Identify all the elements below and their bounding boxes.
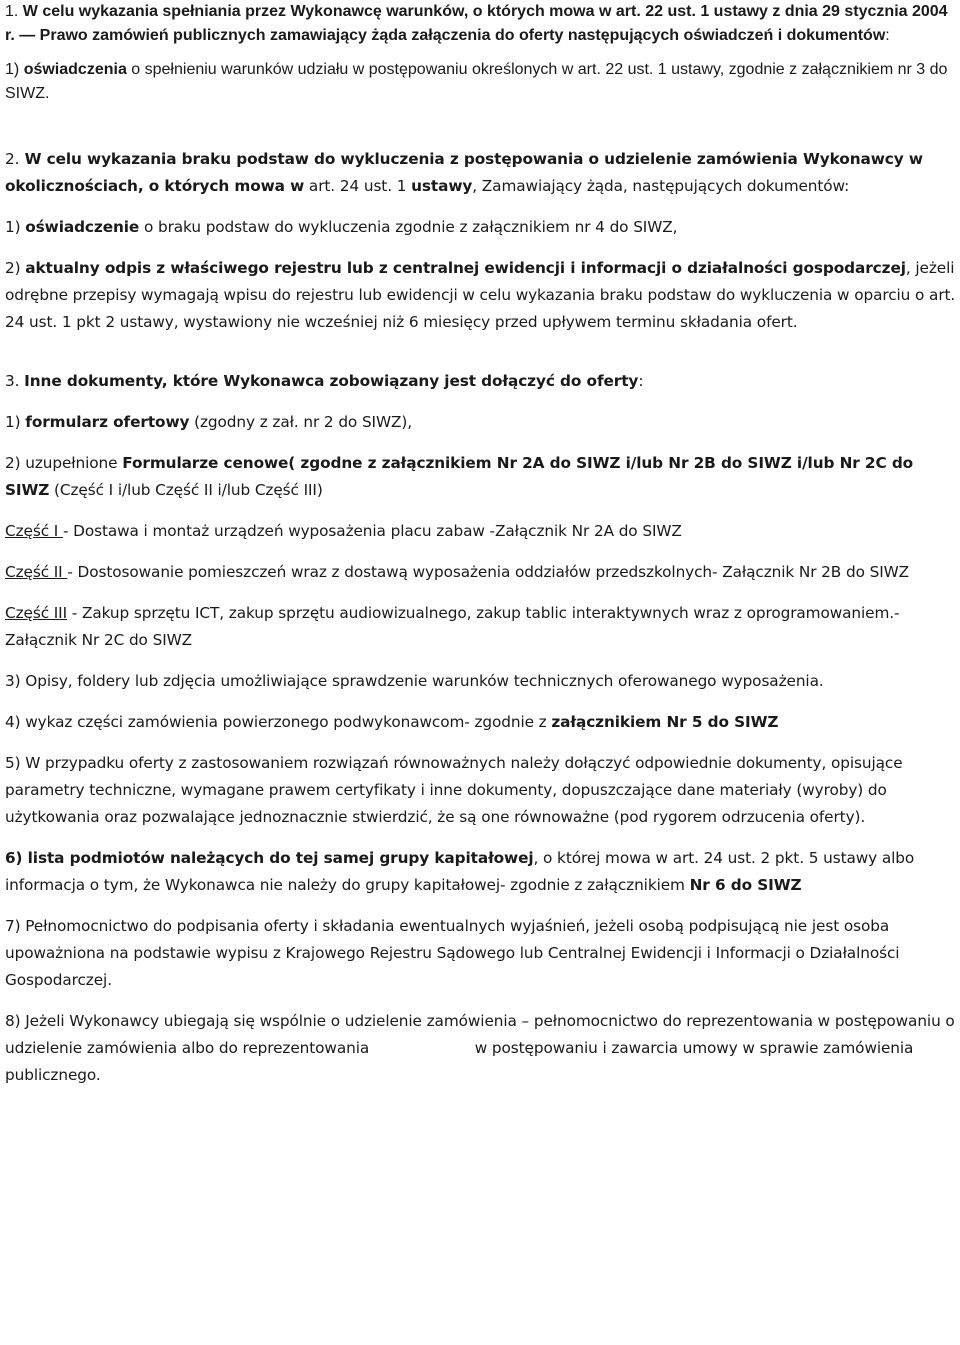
section-1-heading-text: W celu wykazania spełniania przez Wykonawcę warunków, o których mowa w art. 22 ust. 1 ustawy z dnia 29 stycznia 2004 r. — Prawo zamówień publicznych zamawiający żąda załączenia do oferty następujących oświadczeń i dokumentów: [5, 3, 948, 44]
part-2: Część II - Dostosowanie pomieszczeń wraz z dostawą wyposażenia oddziałów przedszkolnych- Załącznik Nr 2B do SIWZ: [5, 563, 910, 581]
section-3-number: 3.: [5, 372, 25, 390]
section-1-heading: 1. W celu wykazania spełniania przez Wykonawcę warunków, o których mowa w art. 22 ust. 1 ustawy z dnia 29 stycznia 2004 r. — Prawo zamówień publicznych zamawiający żąda załączenia do oferty następujących oświadczeń i dokumentów:: [5, 3, 948, 44]
section-1-item-1: 1) oświadczenia o spełnieniu warunków udziału w postępowaniu określonych w art. 22 ust. 1 ustawy, zgodnie z załącznikiem nr 3 do SIWZ.: [5, 61, 948, 102]
section-2-number: 2.: [5, 150, 20, 168]
section-3-item-5: 5) W przypadku oferty z zastosowaniem rozwiązań równoważnych należy dołączyć odpowiednie dokumenty, opisujące parametry techniczne, wymagane prawem certyfikaty i inne dokumenty, dopuszczające dane materiały (wyroby) do użytkowania oraz pozwalające jednoznacznie stwierdzić, że są one równoważne (pod rygorem odrzucenia oferty).: [5, 754, 903, 826]
section-2-heading: 2. W celu wykazania braku podstaw do wykluczenia z postępowania o udzielenie zamówienia Wykonawcy w okolicznościach, o których mowa w art. 24 ust. 1 ustawy, Zamawiający żąda, następujących dokumentów:: [5, 150, 923, 195]
part-3-label: Część III: [5, 604, 67, 622]
section-2-item-2: 2) aktualny odpis z właściwego rejestru lub z centralnej ewidencji i informacji o działalności gospodarczej, jeżeli odrębne przepisy wymagają wpisu do rejestru lub ewidencji w celu wykazania braku podstaw do wykluczenia w oparciu o art. 24 ust. 1 pkt 2 ustawy, wystawiony nie wcześniej niż 6 miesięcy przed upływem terminu składania ofert.: [5, 259, 956, 331]
section-3-item-7: 7) Pełnomocnictwo do podpisania oferty i składania ewentualnych wyjaśnień, jeżeli osobą podpisującą nie jest osoba upoważniona na podstawie wypisu z Krajowego Rejestru Sądowego lub Centralnej Ewidencji i Informacji o Działalności Gospodarczej.: [5, 917, 900, 989]
part-2-label: Część II: [5, 563, 68, 581]
section-3-heading: 3. Inne dokumenty, które Wykonawca zobowiązany jest dołączyć do oferty:: [5, 372, 644, 390]
section-3-item-2: 2) uzupełnione Formularze cenowe( zgodne z załącznikiem Nr 2A do SIWZ i/lub Nr 2B do SIWZ i/lub Nr 2C do SIWZ (Część I i/lub Część II i/lub Część III): [5, 454, 914, 499]
document: [5, 0, 957, 1089]
section-3-item-8: 8) Jeżeli Wykonawcy ubiegają się wspólnie o udzielenie zamówienia – pełnomocnictwo do reprezentowania w postępowaniu o udzielenie zamówienia albo do reprezentowania w postępowaniu i zawarcia umowy w sprawie zamówienia publicznego.: [5, 1012, 955, 1084]
section-1-number: 1.: [5, 3, 19, 20]
section-3-item-6: 6) lista podmiotów należących do tej samej grupy kapitałowej, o której mowa w art. 24 ust. 2 pkt. 5 ustawy albo informacja o tym, że Wykonawca nie należy do grupy kapitałowej- zgodnie z załącznikiem Nr 6 do SIWZ: [5, 849, 915, 894]
section-3-item-4: 4) wykaz części zamówienia powierzonego podwykonawcom- zgodnie z załącznikiem Nr 5 do SIWZ: [5, 713, 779, 731]
section-2-item-1: 1) oświadczenie o braku podstaw do wykluczenia zgodnie z załącznikiem nr 4 do SIWZ,: [5, 218, 678, 236]
section-3-item-3: 3) Opisy, foldery lub zdjęcia umożliwiające sprawdzenie warunków technicznych oferowanego wyposażenia.: [5, 672, 824, 690]
part-3: Część III - Zakup sprzętu ICT, zakup sprzętu audiowizualnego, zakup tablic interaktywnych wraz z oprogramowaniem.- Załącznik Nr 2C do SIWZ: [5, 604, 900, 649]
section-3-item-1: 1) formularz ofertowy (zgodny z zał. nr 2 do SIWZ),: [5, 413, 413, 431]
part-1-label: Część I: [5, 522, 63, 540]
part-1: Część I - Dostawa i montaż urządzeń wyposażenia placu zabaw -Załącznik Nr 2A do SIWZ: [5, 522, 682, 540]
